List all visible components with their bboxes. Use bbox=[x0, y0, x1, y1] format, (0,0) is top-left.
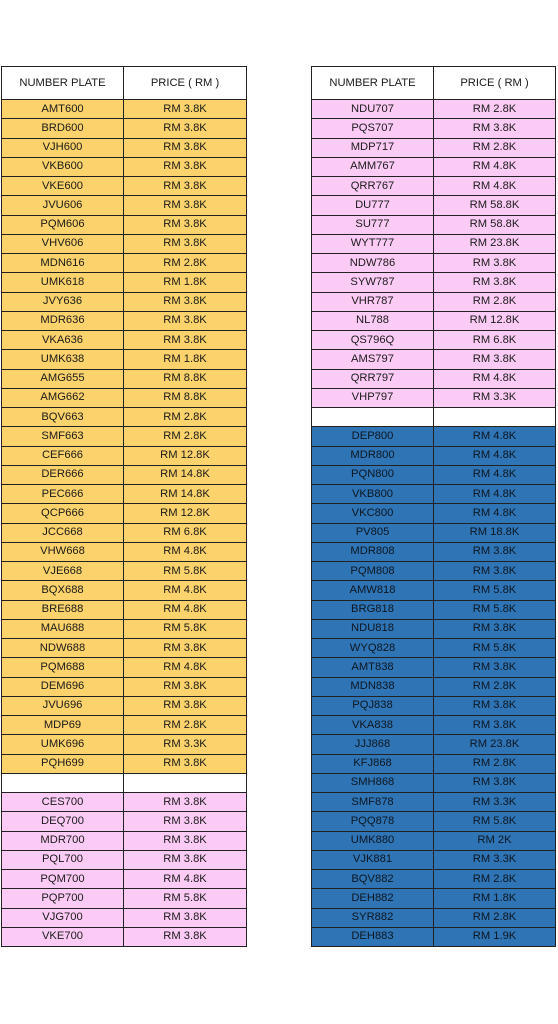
price-cell: RM 4.8K bbox=[434, 485, 556, 504]
number-plate-cell: VHW668 bbox=[2, 542, 124, 561]
table-row bbox=[2, 870, 247, 889]
table-row bbox=[312, 619, 556, 638]
number-plate-cell: SYR882 bbox=[312, 908, 434, 927]
number-plate-cell: QCP666 bbox=[2, 504, 124, 523]
price-cell: RM 2.8K bbox=[124, 427, 247, 446]
table-body bbox=[312, 100, 556, 947]
table-row bbox=[312, 369, 556, 388]
number-plate-cell: PQM808 bbox=[312, 562, 434, 581]
number-plate-cell: PQM700 bbox=[2, 870, 124, 889]
number-plate-cell: CES700 bbox=[2, 793, 124, 812]
table-row bbox=[2, 485, 247, 504]
price-cell: RM 3.8K bbox=[124, 850, 247, 869]
price-cell: RM 2.8K bbox=[434, 677, 556, 696]
table-row bbox=[2, 639, 247, 658]
table-row bbox=[2, 138, 247, 157]
number-plate-cell: VKE600 bbox=[2, 177, 124, 196]
table-row bbox=[2, 658, 247, 677]
number-plate-cell: SYW787 bbox=[312, 273, 434, 292]
price-cell: RM 4.8K bbox=[434, 369, 556, 388]
number-plate-cell: SMH868 bbox=[312, 773, 434, 792]
table-row bbox=[2, 831, 247, 850]
table-row bbox=[312, 639, 556, 658]
price-cell: RM 1.8K bbox=[124, 273, 247, 292]
price-cell: RM 6.8K bbox=[124, 523, 247, 542]
table-row bbox=[312, 254, 556, 273]
price-cell: RM 18.8K bbox=[434, 523, 556, 542]
table-row bbox=[2, 696, 247, 715]
number-plate-header: NUMBER PLATE bbox=[2, 67, 124, 100]
number-plate-cell: UMK696 bbox=[2, 735, 124, 754]
number-plate-cell: JVY636 bbox=[2, 292, 124, 311]
number-plate-cell: QS796Q bbox=[312, 331, 434, 350]
table-row bbox=[2, 292, 247, 311]
price-cell: RM 3.8K bbox=[124, 138, 247, 157]
price-cell: RM 3.8K bbox=[124, 696, 247, 715]
price-cell: RM 3.8K bbox=[124, 119, 247, 138]
price-cell: RM 3.8K bbox=[124, 234, 247, 253]
table-row bbox=[312, 716, 556, 735]
table-row bbox=[2, 119, 247, 138]
table-row bbox=[312, 927, 556, 946]
number-plate-cell: KFJ868 bbox=[312, 754, 434, 773]
price-cell: RM 3.8K bbox=[434, 716, 556, 735]
table-row bbox=[2, 850, 247, 869]
number-plate-cell: PQP700 bbox=[2, 889, 124, 908]
table-row bbox=[312, 350, 556, 369]
table-row bbox=[2, 408, 247, 427]
number-plate-cell: SMF663 bbox=[2, 427, 124, 446]
price-cell: RM 3.8K bbox=[434, 658, 556, 677]
number-plate-cell: VJE668 bbox=[2, 562, 124, 581]
price-cell: RM 2.8K bbox=[434, 908, 556, 927]
table-row bbox=[312, 850, 556, 869]
table-row bbox=[2, 388, 247, 407]
table-row bbox=[312, 523, 556, 542]
number-plate-cell: UMK638 bbox=[2, 350, 124, 369]
number-plate-cell: VJH600 bbox=[2, 138, 124, 157]
price-cell: RM 2.8K bbox=[124, 716, 247, 735]
number-plate-header: NUMBER PLATE bbox=[312, 67, 434, 100]
table-row bbox=[312, 388, 556, 407]
number-plate-cell: JVU606 bbox=[2, 196, 124, 215]
price-cell: RM 3.8K bbox=[124, 292, 247, 311]
table-row bbox=[2, 331, 247, 350]
number-plate-cell: PQH699 bbox=[2, 754, 124, 773]
price-cell: RM 12.8K bbox=[124, 446, 247, 465]
table-row bbox=[2, 100, 247, 119]
table-row bbox=[312, 427, 556, 446]
table-row bbox=[2, 446, 247, 465]
price-cell: RM 3.8K bbox=[124, 793, 247, 812]
table-row bbox=[2, 542, 247, 561]
price-cell: RM 3.8K bbox=[124, 639, 247, 658]
price-cell bbox=[434, 408, 556, 427]
table-row bbox=[2, 177, 247, 196]
price-cell: RM 58.8K bbox=[434, 215, 556, 234]
table-row bbox=[312, 581, 556, 600]
table-row bbox=[312, 100, 556, 119]
number-plate-cell: MDR700 bbox=[2, 831, 124, 850]
number-plate-cell: DEP800 bbox=[312, 427, 434, 446]
number-plate-cell: AMT838 bbox=[312, 658, 434, 677]
table-row bbox=[2, 465, 247, 484]
price-cell: RM 14.8K bbox=[124, 465, 247, 484]
price-cell: RM 3.8K bbox=[124, 331, 247, 350]
table-row bbox=[312, 273, 556, 292]
number-plate-cell: NDU818 bbox=[312, 619, 434, 638]
table-row bbox=[2, 812, 247, 831]
price-cell: RM 5.8K bbox=[434, 639, 556, 658]
table-row bbox=[312, 119, 556, 138]
table-row bbox=[2, 196, 247, 215]
number-plate-cell: PQM606 bbox=[2, 215, 124, 234]
number-plate-cell: BRG818 bbox=[312, 600, 434, 619]
price-cell: RM 3.8K bbox=[434, 562, 556, 581]
price-cell: RM 8.8K bbox=[124, 369, 247, 388]
table-row bbox=[2, 562, 247, 581]
table-row bbox=[312, 311, 556, 330]
number-plate-cell: PV805 bbox=[312, 523, 434, 542]
price-cell: RM 1.8K bbox=[124, 350, 247, 369]
price-table-right bbox=[311, 66, 556, 947]
number-plate-cell: MDP69 bbox=[2, 716, 124, 735]
number-plate-cell: AMT600 bbox=[2, 100, 124, 119]
number-plate-cell: NDW786 bbox=[312, 254, 434, 273]
price-cell: RM 3.8K bbox=[124, 196, 247, 215]
price-cell: RM 12.8K bbox=[124, 504, 247, 523]
price-cell: RM 3.3K bbox=[124, 735, 247, 754]
table-row bbox=[312, 157, 556, 176]
table-row bbox=[312, 812, 556, 831]
price-cell: RM 3.8K bbox=[434, 254, 556, 273]
price-cell: RM 2.8K bbox=[124, 254, 247, 273]
number-plate-cell: VHV606 bbox=[2, 234, 124, 253]
price-cell: RM 3.8K bbox=[124, 831, 247, 850]
price-cell: RM 5.8K bbox=[124, 889, 247, 908]
price-cell: RM 5.8K bbox=[434, 812, 556, 831]
number-plate-cell: MDR808 bbox=[312, 542, 434, 561]
number-plate-cell: BRE688 bbox=[2, 600, 124, 619]
table-row bbox=[2, 927, 247, 946]
price-cell: RM 4.8K bbox=[124, 658, 247, 677]
price-cell: RM 5.8K bbox=[434, 581, 556, 600]
number-plate-cell: MAU688 bbox=[2, 619, 124, 638]
table-row bbox=[2, 234, 247, 253]
price-cell: RM 4.8K bbox=[124, 600, 247, 619]
price-cell: RM 3.8K bbox=[124, 677, 247, 696]
number-plate-cell: PQQ878 bbox=[312, 812, 434, 831]
table-row bbox=[2, 273, 247, 292]
table-row bbox=[2, 427, 247, 446]
price-cell: RM 3.8K bbox=[124, 927, 247, 946]
price-cell: RM 23.8K bbox=[434, 735, 556, 754]
number-plate-cell: MDN616 bbox=[2, 254, 124, 273]
number-plate-cell: MDP717 bbox=[312, 138, 434, 157]
price-cell: RM 3.8K bbox=[124, 215, 247, 234]
table-row bbox=[312, 542, 556, 561]
price-cell: RM 2.8K bbox=[124, 408, 247, 427]
table-row bbox=[312, 562, 556, 581]
table-row bbox=[2, 369, 247, 388]
table-row bbox=[312, 177, 556, 196]
number-plate-cell: PQM688 bbox=[2, 658, 124, 677]
price-cell: RM 5.8K bbox=[434, 600, 556, 619]
number-plate-cell: QRR767 bbox=[312, 177, 434, 196]
table-row bbox=[2, 889, 247, 908]
table-row bbox=[2, 254, 247, 273]
price-cell: RM 4.8K bbox=[434, 177, 556, 196]
number-plate-cell: JCC668 bbox=[2, 523, 124, 542]
table-row bbox=[312, 234, 556, 253]
table-row bbox=[312, 677, 556, 696]
price-cell: RM 4.8K bbox=[434, 157, 556, 176]
header-row bbox=[2, 67, 247, 100]
price-cell: RM 4.8K bbox=[124, 542, 247, 561]
number-plate-cell: BQX688 bbox=[2, 581, 124, 600]
price-cell: RM 3.8K bbox=[124, 908, 247, 927]
table-row bbox=[2, 523, 247, 542]
number-plate-cell: BQV663 bbox=[2, 408, 124, 427]
table-row bbox=[312, 485, 556, 504]
table-row bbox=[312, 908, 556, 927]
price-cell: RM 3.8K bbox=[434, 773, 556, 792]
price-cell: RM 3.8K bbox=[124, 311, 247, 330]
number-plate-cell: VKC800 bbox=[312, 504, 434, 523]
number-plate-cell: PQN800 bbox=[312, 465, 434, 484]
number-plate-cell: QRR797 bbox=[312, 369, 434, 388]
number-plate-cell: DEQ700 bbox=[2, 812, 124, 831]
table-row bbox=[2, 908, 247, 927]
table-row bbox=[312, 215, 556, 234]
number-plate-cell bbox=[2, 773, 124, 792]
table-row bbox=[312, 138, 556, 157]
price-cell: RM 3.3K bbox=[434, 793, 556, 812]
table-row bbox=[312, 831, 556, 850]
number-plate-cell: SU777 bbox=[312, 215, 434, 234]
table-row bbox=[312, 446, 556, 465]
price-cell: RM 2.8K bbox=[434, 292, 556, 311]
number-plate-cell: MDR636 bbox=[2, 311, 124, 330]
price-cell: RM 3.3K bbox=[434, 850, 556, 869]
table-body bbox=[2, 100, 247, 947]
table-row bbox=[2, 735, 247, 754]
table-row bbox=[2, 677, 247, 696]
table-row bbox=[312, 465, 556, 484]
table-row bbox=[2, 600, 247, 619]
number-plate-cell: DEH882 bbox=[312, 889, 434, 908]
price-cell: RM 2.8K bbox=[434, 138, 556, 157]
price-cell: RM 3.8K bbox=[124, 177, 247, 196]
spacer-row bbox=[312, 408, 556, 427]
price-cell: RM 5.8K bbox=[124, 562, 247, 581]
price-cell: RM 3.8K bbox=[124, 100, 247, 119]
number-plate-cell: DEM696 bbox=[2, 677, 124, 696]
table-row bbox=[2, 793, 247, 812]
number-plate-cell: NDW688 bbox=[2, 639, 124, 658]
table-row bbox=[312, 773, 556, 792]
table-row bbox=[2, 215, 247, 234]
spacer-row bbox=[2, 773, 247, 792]
table-row bbox=[312, 696, 556, 715]
price-cell: RM 1.8K bbox=[434, 889, 556, 908]
table-row bbox=[2, 716, 247, 735]
price-cell: RM 4.8K bbox=[124, 581, 247, 600]
price-header: PRICE ( RM ) bbox=[124, 67, 247, 100]
number-plate-cell: NDU707 bbox=[312, 100, 434, 119]
number-plate-cell: VKA636 bbox=[2, 331, 124, 350]
number-plate-cell: DER666 bbox=[2, 465, 124, 484]
price-cell: RM 14.8K bbox=[124, 485, 247, 504]
header-row bbox=[312, 67, 556, 100]
price-cell: RM 4.8K bbox=[434, 427, 556, 446]
price-cell: RM 3.8K bbox=[434, 542, 556, 561]
table-row bbox=[312, 331, 556, 350]
number-plate-cell: WYT777 bbox=[312, 234, 434, 253]
price-cell bbox=[124, 773, 247, 792]
table-row bbox=[2, 754, 247, 773]
table-row bbox=[2, 157, 247, 176]
number-plate-cell: VKB600 bbox=[2, 157, 124, 176]
number-plate-cell: VKB800 bbox=[312, 485, 434, 504]
price-table-left bbox=[1, 66, 247, 947]
number-plate-cell: AMS797 bbox=[312, 350, 434, 369]
table-row bbox=[2, 350, 247, 369]
price-cell: RM 2.8K bbox=[434, 870, 556, 889]
price-cell: RM 3.8K bbox=[434, 619, 556, 638]
table-row bbox=[312, 754, 556, 773]
table-row bbox=[2, 581, 247, 600]
price-cell: RM 5.8K bbox=[124, 619, 247, 638]
number-plate-cell: AMM767 bbox=[312, 157, 434, 176]
number-plate-cell: MDR800 bbox=[312, 446, 434, 465]
number-plate-cell: PQL700 bbox=[2, 850, 124, 869]
price-cell: RM 3.8K bbox=[124, 754, 247, 773]
table-row bbox=[2, 504, 247, 523]
number-plate-cell: JJJ868 bbox=[312, 735, 434, 754]
number-plate-cell: BRD600 bbox=[2, 119, 124, 138]
price-cell: RM 3.8K bbox=[124, 812, 247, 831]
price-cell: RM 58.8K bbox=[434, 196, 556, 215]
table-row bbox=[312, 793, 556, 812]
number-plate-cell: VKA838 bbox=[312, 716, 434, 735]
number-plate-cell: MDN838 bbox=[312, 677, 434, 696]
price-cell: RM 3.8K bbox=[434, 273, 556, 292]
number-plate-cell: VHP797 bbox=[312, 388, 434, 407]
price-cell: RM 3.8K bbox=[124, 157, 247, 176]
number-plate-cell: WYQ828 bbox=[312, 639, 434, 658]
number-plate-cell: AMG655 bbox=[2, 369, 124, 388]
number-plate-cell: DU777 bbox=[312, 196, 434, 215]
number-plate-cell: VHR787 bbox=[312, 292, 434, 311]
table-row bbox=[312, 889, 556, 908]
table-row bbox=[312, 196, 556, 215]
price-header: PRICE ( RM ) bbox=[434, 67, 556, 100]
table-row bbox=[312, 292, 556, 311]
number-plate-cell: PQJ838 bbox=[312, 696, 434, 715]
price-cell: RM 3.3K bbox=[434, 388, 556, 407]
number-plate-cell: VJK881 bbox=[312, 850, 434, 869]
price-cell: RM 1.9K bbox=[434, 927, 556, 946]
price-cell: RM 4.8K bbox=[434, 504, 556, 523]
price-cell: RM 4.8K bbox=[434, 465, 556, 484]
price-cell: RM 2K bbox=[434, 831, 556, 850]
number-plate-cell: SMF878 bbox=[312, 793, 434, 812]
table-row bbox=[312, 600, 556, 619]
price-cell: RM 4.8K bbox=[434, 446, 556, 465]
number-plate-cell: UMK880 bbox=[312, 831, 434, 850]
number-plate-cell: BQV882 bbox=[312, 870, 434, 889]
table-row bbox=[2, 619, 247, 638]
number-plate-cell: CEF666 bbox=[2, 446, 124, 465]
price-cell: RM 2.8K bbox=[434, 754, 556, 773]
number-plate-cell: JVU696 bbox=[2, 696, 124, 715]
number-plate-cell: PQS707 bbox=[312, 119, 434, 138]
price-cell: RM 23.8K bbox=[434, 234, 556, 253]
number-plate-cell: NL788 bbox=[312, 311, 434, 330]
price-cell: RM 3.8K bbox=[434, 696, 556, 715]
price-cell: RM 4.8K bbox=[124, 870, 247, 889]
price-cell: RM 12.8K bbox=[434, 311, 556, 330]
number-plate-cell: PEC666 bbox=[2, 485, 124, 504]
number-plate-cell: VKE700 bbox=[2, 927, 124, 946]
price-cell: RM 3.8K bbox=[434, 119, 556, 138]
number-plate-cell: UMK618 bbox=[2, 273, 124, 292]
number-plate-cell bbox=[312, 408, 434, 427]
number-plate-cell: DEH883 bbox=[312, 927, 434, 946]
table-row bbox=[2, 311, 247, 330]
table-row bbox=[312, 735, 556, 754]
price-cell: RM 8.8K bbox=[124, 388, 247, 407]
price-cell: RM 6.8K bbox=[434, 331, 556, 350]
number-plate-cell: VJG700 bbox=[2, 908, 124, 927]
number-plate-cell: AMG662 bbox=[2, 388, 124, 407]
price-cell: RM 3.8K bbox=[434, 350, 556, 369]
number-plate-cell: AMW818 bbox=[312, 581, 434, 600]
table-row bbox=[312, 658, 556, 677]
price-cell: RM 2.8K bbox=[434, 100, 556, 119]
table-row bbox=[312, 504, 556, 523]
table-row bbox=[312, 870, 556, 889]
